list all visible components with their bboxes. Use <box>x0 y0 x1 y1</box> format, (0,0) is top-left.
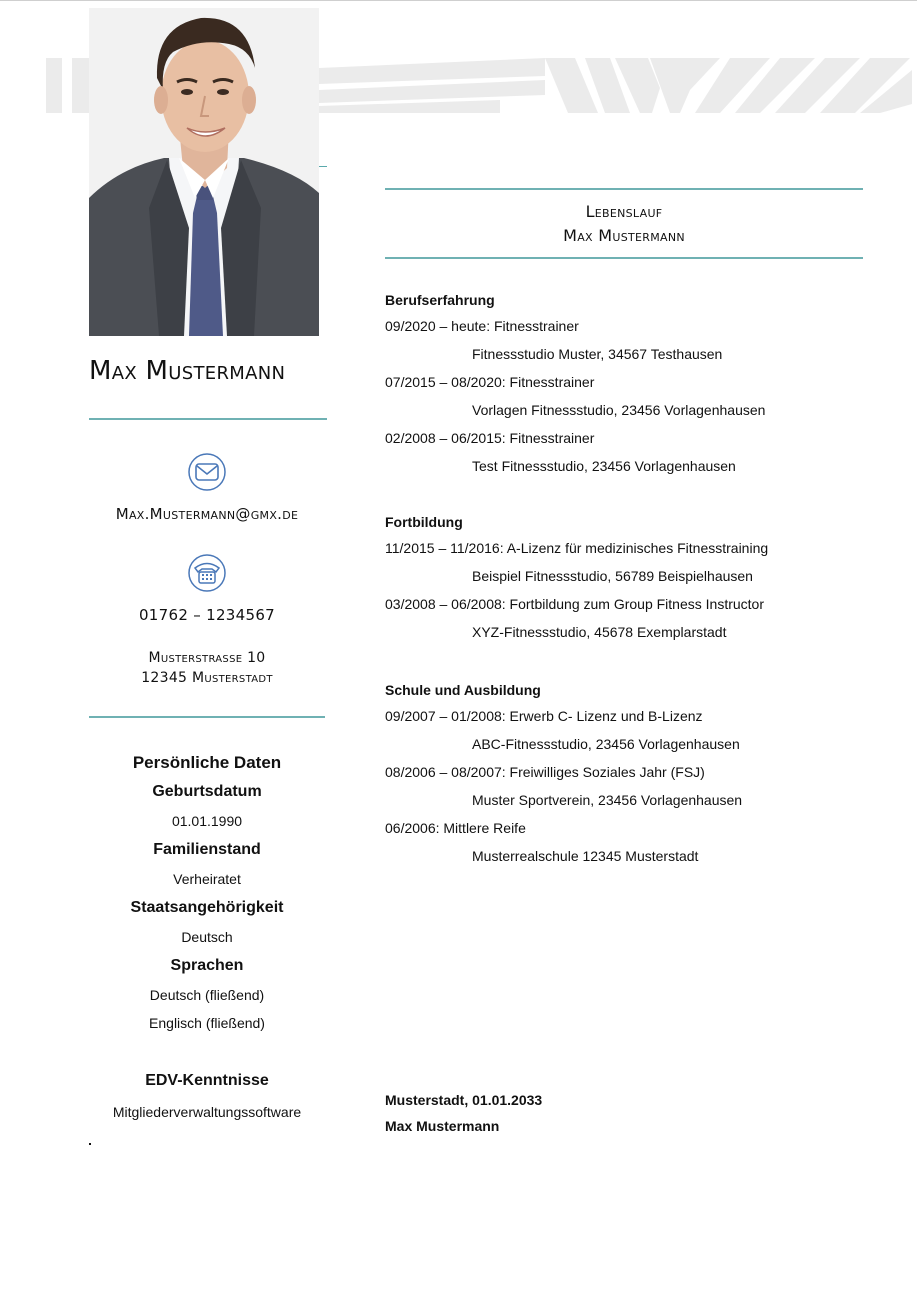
header-rule-top <box>385 188 863 190</box>
telephone-icon <box>188 554 226 592</box>
signature-place-date: Musterstadt, 01.01.2033 <box>385 1092 543 1108</box>
sidebar-divider <box>89 716 325 718</box>
section-education <box>385 680 885 874</box>
nationality-value: Deutsch <box>181 929 233 945</box>
section-work-experience <box>385 290 885 484</box>
language-value: Deutsch (fließend) <box>149 987 265 1003</box>
nationality-label: Staatsangehörigkeit <box>130 899 284 916</box>
section-title: Schule und Ausbildung <box>385 682 541 698</box>
cv-header-name: Max Mustermann <box>563 226 685 245</box>
postal-address <box>89 648 325 688</box>
entry-main: 09/2007 – 01/2008: Erwerb C- Lizenz und B-Lizenz <box>385 708 703 724</box>
portrait-photo <box>89 8 319 336</box>
entry-main: 07/2015 – 08/2020: Fitnesstrainer <box>385 374 595 390</box>
section-further-training <box>385 512 885 650</box>
marital-status-value: Verheiratet <box>173 871 241 887</box>
entry-sub: Beispiel Fitnessstudio, 56789 Beispielhausen <box>472 568 753 584</box>
phone-number[interactable]: 01762 – 1234567 <box>138 606 276 624</box>
edv-title: EDV-Kenntnisse <box>145 1072 269 1089</box>
section-title: Berufserfahrung <box>385 292 495 308</box>
languages-label: Sprachen <box>170 957 244 974</box>
accent-tick <box>319 166 327 167</box>
email-address[interactable]: Max.Mustermann@gmx.de <box>115 505 299 523</box>
entry-main: 09/2020 – heute: Fitnesstrainer <box>385 318 579 334</box>
stray-dot <box>89 1143 91 1145</box>
entry-sub: Musterrealschule 12345 Musterstadt <box>472 848 699 864</box>
sidebar-name: Max Mustermann <box>89 356 286 386</box>
entry-main: 08/2006 – 08/2007: Freiwilliges Soziales Jahr (FSJ) <box>385 764 705 780</box>
entry-main: 11/2015 – 11/2016: A-Lizenz für medizinisches Fitnesstraining <box>385 540 769 556</box>
entry-sub: Fitnessstudio Muster, 34567 Testhausen <box>472 346 723 362</box>
envelope-icon <box>188 453 226 491</box>
sidebar-divider <box>89 418 327 420</box>
entry-sub: Test Fitnessstudio, 23456 Vorlagenhausen <box>472 458 736 474</box>
signature-name: Max Mustermann <box>385 1118 500 1134</box>
entry-sub: Muster Sportverein, 23456 Vorlagenhausen <box>472 792 743 808</box>
address-street: Musterstrasse 10 <box>148 650 266 666</box>
marital-status-label: Familienstand <box>153 841 261 858</box>
section-title: Fortbildung <box>385 514 463 530</box>
cv-title: Lebenslauf <box>585 202 663 221</box>
entry-main: 03/2008 – 06/2008: Fortbildung zum Group Fitness Instructor <box>385 596 764 612</box>
personal-data-list <box>89 781 325 1041</box>
cv-header <box>385 200 863 248</box>
personal-data-title: Persönliche Daten <box>132 753 282 772</box>
entry-sub: Vorlagen Fitnessstudio, 23456 Vorlagenhausen <box>472 402 766 418</box>
address-city: 12345 Musterstadt <box>141 670 273 686</box>
entry-main: 02/2008 – 06/2015: Fitnesstrainer <box>385 430 595 446</box>
entry-main: 06/2006: Mittlere Reife <box>385 820 526 836</box>
language-value: Englisch (fließend) <box>149 1015 265 1031</box>
birthdate-label: Geburtsdatum <box>152 783 262 800</box>
edv-value: Mitgliederverwaltungssoftware <box>112 1104 302 1120</box>
entry-sub: ABC-Fitnessstudio, 23456 Vorlagenhausen <box>472 736 740 752</box>
entry-sub: XYZ-Fitnessstudio, 45678 Exemplarstadt <box>472 624 727 640</box>
birthdate-value: 01.01.1990 <box>171 813 243 829</box>
header-rule-bottom <box>385 257 863 259</box>
